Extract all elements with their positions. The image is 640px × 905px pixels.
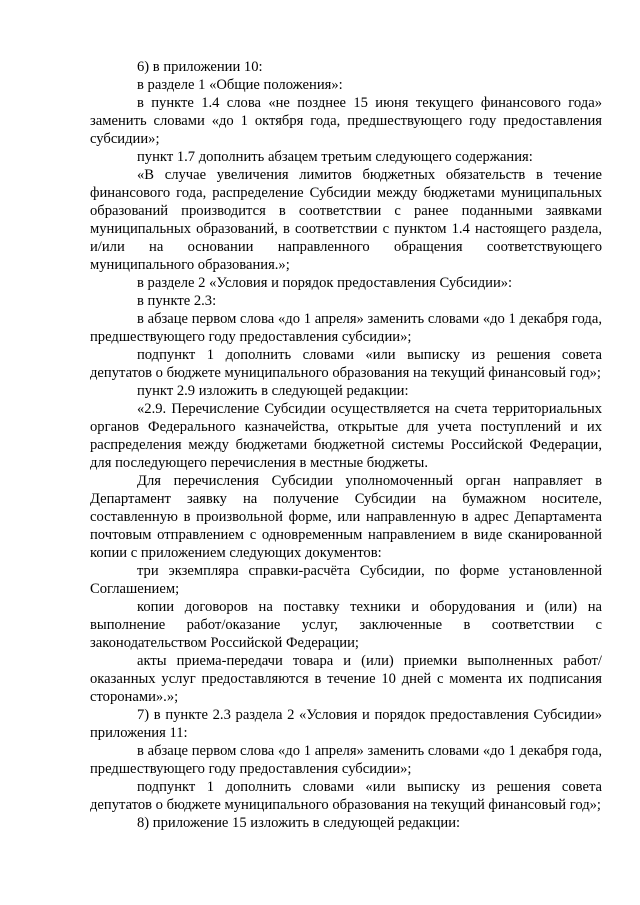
paragraph-point-1-7: пункт 1.7 дополнить абзацем третьим следующего содержания:	[137, 149, 533, 165]
paragraph-item-6: 6) в приложении 10:	[137, 59, 263, 75]
paragraph-section-2: в разделе 2 «Условия и порядок предоставления Субсидии»:	[137, 275, 513, 291]
paragraph-first-abzac: в абзаце первом слова «до 1 апреля» заменить словами «до 1 декабря года, предшествующего году предоставления субсидии»;	[90, 311, 602, 345]
paragraph-subpoint-1: подпункт 1 дополнить словами «или выписку из решения совета депутатов о бюджете муниципального образования на текущий финансовый год»;	[90, 347, 602, 381]
paragraph-doc-contracts: копии договоров на поставку техники и оборудования и (или) на выполнение работ/оказание услуг, заключенные в соответствии с законодательством Российской Федерации;	[90, 599, 602, 651]
paragraph-subpoint-1-11: подпункт 1 дополнить словами «или выписку из решения совета депутатов о бюджете муниципального образования на текущий финансовый год»;	[90, 779, 602, 813]
paragraph-transfer-request: Для перечисления Субсидии уполномоченный орган направляет в Департамент заявку на получение Субсидии на бумажном носителе, составленную в произвольной форме, или направленную в адрес Департамента почтовым отправлением с одновременным направлением в виде сканированной копии с приложением следующих документов:	[90, 473, 602, 561]
paragraph-point-2-3: в пункте 2.3:	[137, 293, 217, 309]
paragraph-doc-certificate: три экземпляра справки-расчёта Субсидии, по форме установленной Соглашением;	[90, 563, 602, 597]
paragraph-point-1-4: в пункте 1.4 слова «не позднее 15 июня текущего финансового года» заменить словами «до 1 октября года, предшествующего году предоставления субсидии»;	[90, 95, 602, 147]
paragraph-quote-2-9: «2.9. Перечисление Субсидии осуществляется на счета территориальных органов Федерального казначейства, открытые для учета поступлений и их распределения между бюджетами бюджетной системы Российской Федерации, для последующего перечисления в местные бюджеты.	[90, 401, 602, 471]
document-page	[90, 58, 602, 832]
paragraph-doc-acts: акты приема-передачи товара и (или) приемки выполненных работ/оказанных услуг предоставляются в течение 10 дней с момента их подписания сторонами».»;	[90, 653, 602, 705]
paragraph-item-7: 7) в пункте 2.3 раздела 2 «Условия и порядок предоставления Субсидии» приложения 11:	[90, 707, 602, 741]
paragraph-item-8: 8) приложение 15 изложить в следующей редакции:	[137, 815, 461, 831]
paragraph-point-2-9: пункт 2.9 изложить в следующей редакции:	[137, 383, 409, 399]
paragraph-quote-limits: «В случае увеличения лимитов бюджетных обязательств в течение финансового года, распределение Субсидии между бюджетами муниципальных образований производится в соответствии с ранее поданными заявками муниципальных образований, в соответствии с пунктом 1.4 настоящего раздела, и/или на основании направленного обращения соответствующего муниципального образования.»;	[90, 167, 602, 273]
paragraph-section-1: в разделе 1 «Общие положения»:	[137, 77, 343, 93]
paragraph-first-abzac-11: в абзаце первом слова «до 1 апреля» заменить словами «до 1 декабря года, предшествующего году предоставления субсидии»;	[90, 743, 602, 777]
